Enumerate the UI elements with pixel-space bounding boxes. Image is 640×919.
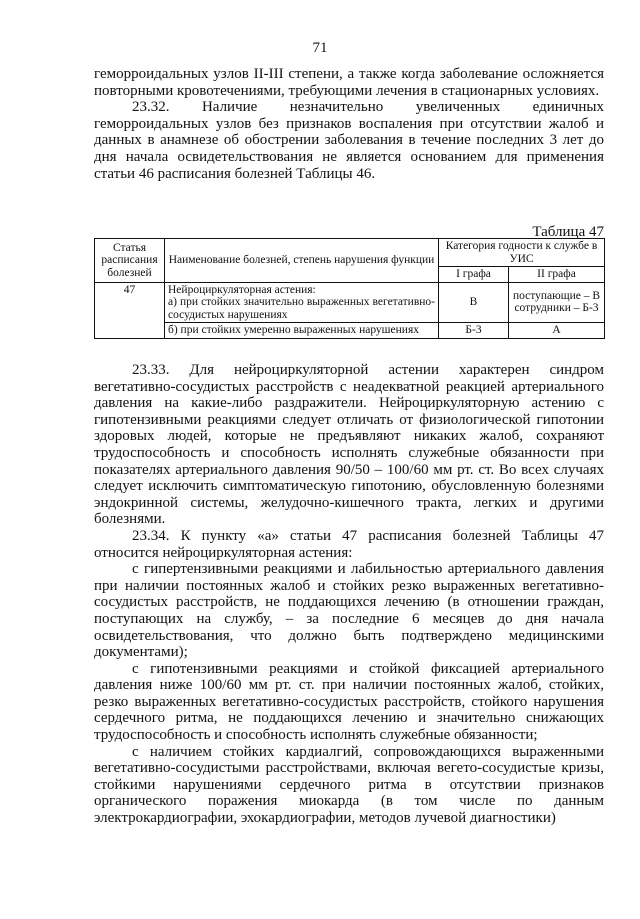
header-article: Статья расписания болезней (95, 239, 165, 283)
cell-row-b-col2: А (509, 323, 605, 339)
paragraph-23-34: 23.34. К пункту «а» статьи 47 расписания болезней Таблицы 47 относится нейроциркуляторная астения: (94, 527, 604, 561)
table-row (95, 282, 605, 323)
paragraph-continuation: геморроидальных узлов II-III степени, а также когда заболевание осложняется повторными кровотечениями, требующими лечения в стационарных условиях. (94, 66, 604, 99)
header-col1: I графа (439, 267, 509, 283)
paragraph-23-32: 23.32. Наличие незначительно увеличенных единичных геморроидальных узлов без признаков воспаления при отсутствии жалоб и данных в анамнезе об обострении заболевания в течение последних 3 лет до дня начала освидетельствования не является основанием для применения статьи 46 расписания болезней Таблицы 46. (94, 99, 604, 182)
text-block-top (94, 66, 604, 182)
table-header-row (95, 239, 605, 267)
paragraph-23-33: 23.33. Для нейроциркуляторной астении характерен синдром вегетативно-сосудистых расстройств с неадекватной реакцией артериального давления на какие-либо раздражители. Нейроциркуляторную астению с гипотензивными реакциями следует отличать от физиологической гипотонии здоровых людей, которые не предъявляют никаких жалоб, сохраняют трудоспособность и способность исполнять служебные обязанности при показателях артериального давления 90/50 – 100/60 мм рт. ст. Во всех случаях следует исключить симптоматическую гипотонию, обусловленную болезнями эндокринной системы, желудочно-кишечного тракта, легких и другими болезнями. (94, 362, 604, 528)
table-47 (94, 238, 605, 339)
list-item-3: с наличием стойких кардиалгий, сопровождающихся выраженными вегетативно-сосудистыми расстройствами, включая вегето-сосудистые кризы, стойкими нарушениями сердечного ритма в отсутствии признаков органического поражения миокарда (в том числе по данным электрокардиографии, эхокардиографии, методов лучевой диагностики) (94, 743, 604, 827)
list-item-2: с гипотензивными реакциями и стойкой фиксацией артериального давления ниже 100/60 мм рт. ст. при наличии постоянных жалоб, стойких, резко выраженных вегетативно-сосудистых расстройств, стойкого нарушения сердечного ритма, не поддающихся лечению и значительно снижающих трудоспособность и способность исполнять служебные обязанности; (94, 660, 604, 744)
cell-article: 47 (95, 282, 165, 338)
cell-row-a-col1: В (439, 282, 509, 323)
cell-row-a-col2: поступающие – В сотрудники – Б-3 (509, 282, 605, 323)
text-block-bottom (94, 362, 604, 827)
header-name: Наименование болезней, степень нарушения функции (165, 239, 439, 283)
table-caption: Таблица 47 (532, 224, 604, 240)
header-col2: II графа (509, 267, 605, 283)
row-title: Нейроциркуляторная астения: (168, 283, 316, 296)
list-item-1: с гипертензивными реакциями и лабильностью артериального давления при наличии постоянных жалоб и стойких резко выраженных вегетативно-сосудистых расстройств, не поддающихся лечению (в отношении граждан, поступающих на службу, – за последние 6 месяцев до дня начала освидетельствования, что должно быть подтверждено медицинскими документами); (94, 561, 604, 661)
cell-row-b: б) при стойких умеренно выраженных нарушениях (165, 323, 439, 339)
header-category: Категория годности к службе в УИС (439, 239, 605, 267)
row-a-text: а) при стойких значительно выраженных вегетативно-сосудистых нарушениях (168, 296, 435, 321)
page-number: 71 (312, 40, 328, 56)
cell-row-b-col1: Б-3 (439, 323, 509, 339)
table-row (95, 323, 605, 339)
cell-row-a (165, 282, 439, 323)
